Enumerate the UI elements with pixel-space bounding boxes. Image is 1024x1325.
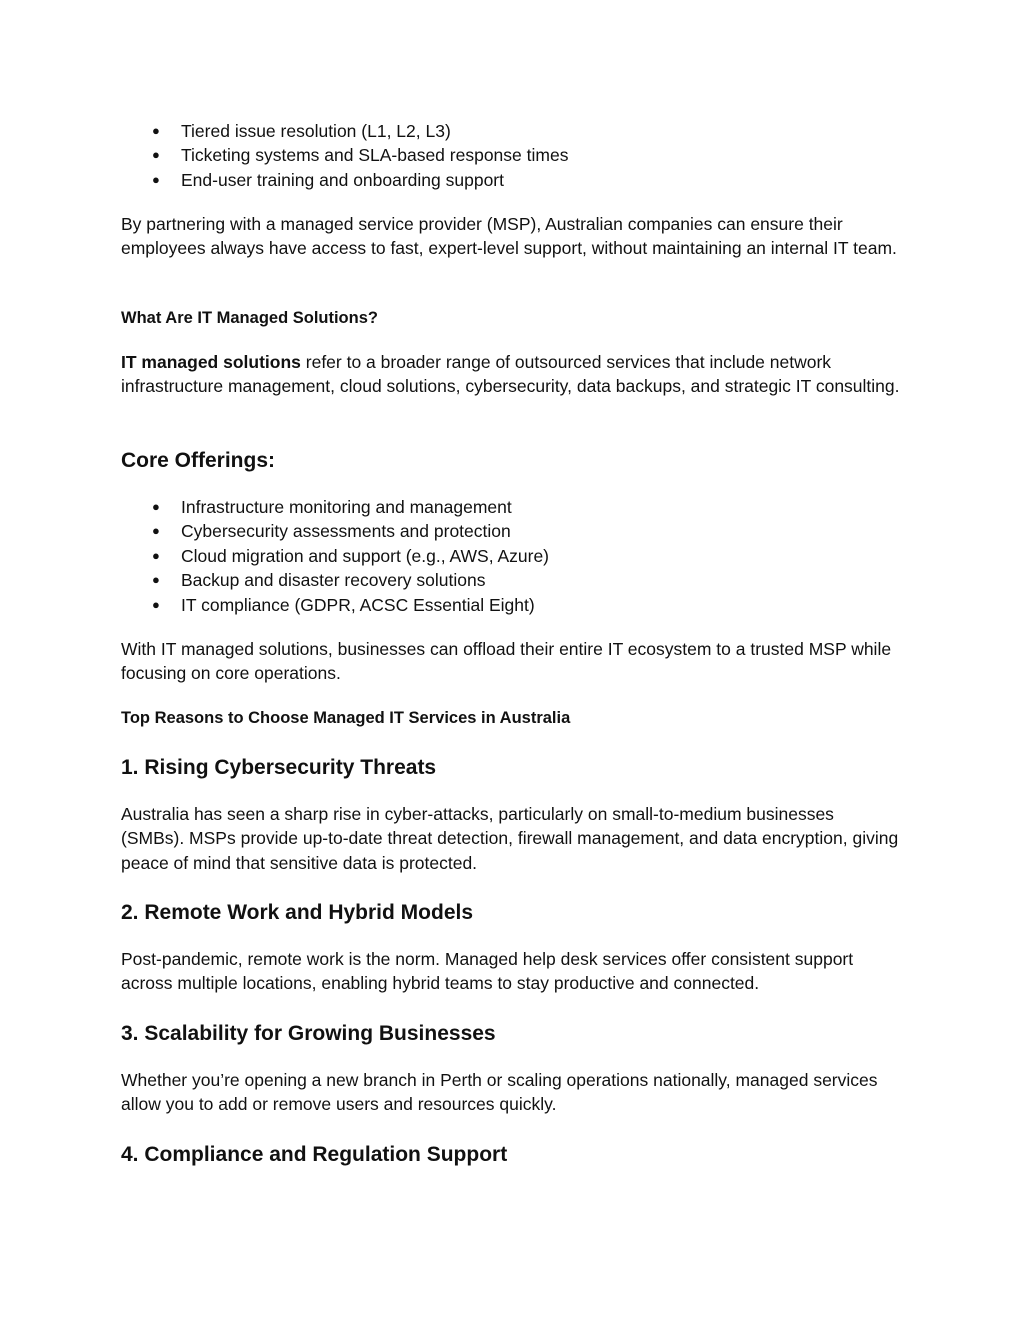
list-item: ● Infrastructure monitoring and management xyxy=(121,495,901,519)
managed-solutions-paragraph xyxy=(121,350,901,399)
bullet-icon: ● xyxy=(152,596,160,612)
list-item: ● Cybersecurity assessments and protection xyxy=(121,519,901,543)
bullet-icon: ● xyxy=(152,499,160,514)
what-are-heading: What Are IT Managed Solutions? xyxy=(121,309,378,327)
managed-solutions-term: IT managed solutions xyxy=(121,352,301,372)
reason4-heading: 4. Compliance and Regulation Support xyxy=(121,1143,508,1166)
reason3-paragraph: Whether you’re opening a new branch in Perth or scaling operations nationally, managed services allow you to add or remove users and resources quickly. xyxy=(121,1070,878,1115)
list-item: ● Backup and disaster recovery solutions xyxy=(121,568,901,592)
reason2-paragraph: Post-pandemic, remote work is the norm. Managed help desk services offer consistent support across multiple locations, enabling hybrid teams to stay productive and connected. xyxy=(121,949,854,994)
list-item: ● IT compliance (GDPR, ACSC Essential Eight) xyxy=(121,593,901,617)
bullet-icon: ● xyxy=(152,147,160,163)
core-offerings-heading: Core Offerings: xyxy=(121,449,276,472)
core-bullet-list xyxy=(121,495,901,617)
bullet-icon: ● xyxy=(152,171,160,187)
bullet-icon: ● xyxy=(152,123,160,138)
list-item: ● End-user training and onboarding support xyxy=(121,168,901,192)
list-item: ● Cloud migration and support (e.g., AWS, Azure) xyxy=(121,544,901,568)
bullet-icon: ● xyxy=(152,547,160,563)
offload-paragraph: With IT managed solutions, businesses can offload their entire IT ecosystem to a trusted MSP while focusing on core operations. xyxy=(121,639,892,684)
list-item: ● Tiered issue resolution (L1, L2, L3) xyxy=(121,119,901,143)
list-item: ● Ticketing systems and SLA-based response times xyxy=(121,143,901,167)
bullet-icon: ● xyxy=(152,523,160,539)
reason3-heading: 3. Scalability for Growing Businesses xyxy=(121,1022,496,1045)
msp-paragraph: By partnering with a managed service provider (MSP), Australian companies can ensure their employees always have access to fast, expert-level support, without maintaining an internal IT team. xyxy=(121,214,897,259)
top-bullet-list xyxy=(121,119,901,192)
reason2-heading: 2. Remote Work and Hybrid Models xyxy=(121,901,474,924)
reason1-heading: 1. Rising Cybersecurity Threats xyxy=(121,756,437,779)
bullet-icon: ● xyxy=(152,572,160,588)
managed-solutions-text: refer to a broader range of outsourced services that include network infrastructure management, cloud solutions, cybersecurity, data backups, and strategic IT consulting. xyxy=(121,352,900,397)
reason1-paragraph: Australia has seen a sharp rise in cyber-attacks, particularly on small-to-medium businesses (SMBs). MSPs provide up-to-date threat detection, firewall management, and data encryption, giving peace of mind that sensitive data is protected. xyxy=(121,804,899,873)
top-reasons-heading: Top Reasons to Choose Managed IT Services in Australia xyxy=(121,709,571,727)
